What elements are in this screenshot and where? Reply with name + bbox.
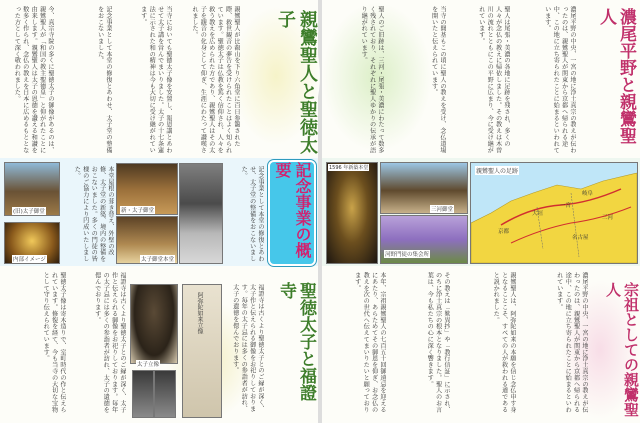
section-text: 記念事業として本堂の修復とあわせ、太子堂の整備をおこないました。 [96, 6, 112, 154]
section-text: 当寺においても聖徳太子像を安置し、報恩講とあわせて太子講を営んでまいりました。太子の十七条憲法に示された和の精神は今も大切に受け継がれています。 [139, 6, 172, 154]
section-text: 濃尾平野の中央、一宮の地に浄土真宗の教えが伝わったのは、親鸞聖人が関東から京都へ帰られる途中、この地に立ち寄られたことに始まるといわれています。 [555, 272, 588, 413]
section-title: 聖徳太子と福證寺 [276, 282, 316, 401]
map-label: 京都 [498, 229, 510, 235]
section-text: 福證寺は古くより聖徳太子とのご縁が深く、太子作と伝えられる御像をお祀りしております。毎年の太子忌には多くの参詣者が訪れ、太子の遺徳を偲んでおります。 [231, 284, 264, 412]
statue-photo [130, 284, 178, 364]
photo-caption: 太子立像 [137, 362, 160, 368]
detail-photo [154, 370, 176, 418]
section-title: 宗祖としての親鸞聖人 [604, 282, 640, 417]
map-label: 一宮 [560, 203, 572, 209]
section-title: 親鸞聖人と聖徳太子 [275, 10, 318, 154]
section-text: 親鸞聖人は、阿弥陀如来の本願を信じ念仏申す身となることこそ、すべての人が救われる道であると説かれました。 [492, 272, 516, 413]
intro-text: 今、真宗寺院の多くに聖徳太子の御像があるのは、親鸞聖人が「和国の教主聖徳皇」と仰がれたことに由来します。親鸞聖人は太子の恩徳を讃える和讃を数多く作られ、念仏の教えを日本に広めるもととなった方として深く敬われました。 [13, 6, 54, 154]
section-text: 濃尾平野の中央、一宮の地に浄土真宗の教えが伝わったのは、親鸞聖人が関東から京都へ帰られる途中、この地に立ち寄られたことに始まるといわれています。 [543, 6, 576, 154]
amida-photo [326, 162, 378, 264]
temple-gate-photo [380, 162, 468, 214]
photo-caption: 河野門徒の集会所 [385, 252, 430, 258]
section-text: 親鸞聖人が比叡山を下り六角堂に百日参籠された際、救世観音の夢告を受けられたことはよく知られています。聖徳太子は仏教を篤く信仰され、人々を救う教えを広められた方であり、親鸞聖人はその太子を観音の化身として仰ぎ、生涯にわたって讃嘆されました。 [190, 6, 240, 154]
photo-caption: 阿弥陀如来立像 [196, 292, 203, 334]
photo-caption: 1596 年新築本堂 [329, 165, 369, 171]
roof-photo [179, 163, 223, 264]
map-label: 名古屋 [572, 235, 589, 241]
section-title: 濃尾平野と親鸞聖人 [596, 8, 636, 144]
map-label: 岐阜 [582, 191, 594, 197]
photo-caption: (旧)太子御堂 [13, 209, 45, 215]
photo-caption: 新・太子御堂 [121, 208, 155, 214]
project-banner: 記念事業の概要 [268, 160, 316, 266]
detail-photo [132, 370, 154, 418]
section-text: 聖人は尾張・美濃の各地に足跡を残され、多くの人々が念仏の教えに帰依しました。その教えは木曽川の流れとともにこの平野に広まり、今に受け継がれています。 [477, 6, 510, 154]
section-text: 福證寺は古くより聖徳太子とのご縁が深く、太子作と伝えられる御像をお祀りしております。毎年の太子忌には多くの参詣者が訪れ、太子の遺徳を偲んでおります。 [93, 272, 126, 413]
section-text: 聖徳太子像は寄木造りで、室町時代の作と伝えられています。修復を経て、今も当寺の大切な宝物として守り伝えられています。 [42, 272, 66, 413]
photo-caption: 太子御堂本堂 [141, 257, 175, 263]
route-map [470, 162, 638, 264]
section-text: 当寺の開基もこの頃に聖人の教えを受け、念仏道場を開いたと伝えられています。 [430, 6, 446, 154]
section-text: その教えは「歎異抄」や「教行信証」に示され、のちに浄土真宗の根本となりました。聖人のお言葉は、今も私たちの心に深く響きます。 [426, 272, 450, 413]
project-text: 本堂屋根の葺き替え、外壁の改修、太子堂の新築、境内の整備をおこないました。多くの門徒の皆様のご協力により円成いたしました。 [73, 166, 114, 262]
section-text: 本年、宗祖親鸞聖人の七百五十回御遠忌を迎えるにあたり、あらためてその御恩を仰ぎ、お念仏の教えを次の世代へ伝えてまいりたいと願っております。 [353, 272, 386, 413]
map-label: 三河 [602, 215, 614, 221]
photo-caption: 三河御堂 [431, 207, 454, 213]
project-text: 記念事業として本堂の修復とあわせ、太子堂の整備をおこないました。 [240, 166, 264, 262]
map-title: 親鸞聖人の足跡 [476, 168, 519, 175]
section-text: 聖人のご旧跡は、三河・尾張・美濃にわたって数多く残されており、それぞれに聖人ゆかりの伝承が語り継がれています。 [360, 6, 384, 154]
photo-caption: 内部イメージ [13, 257, 46, 263]
map-label: 大垣 [532, 211, 544, 217]
